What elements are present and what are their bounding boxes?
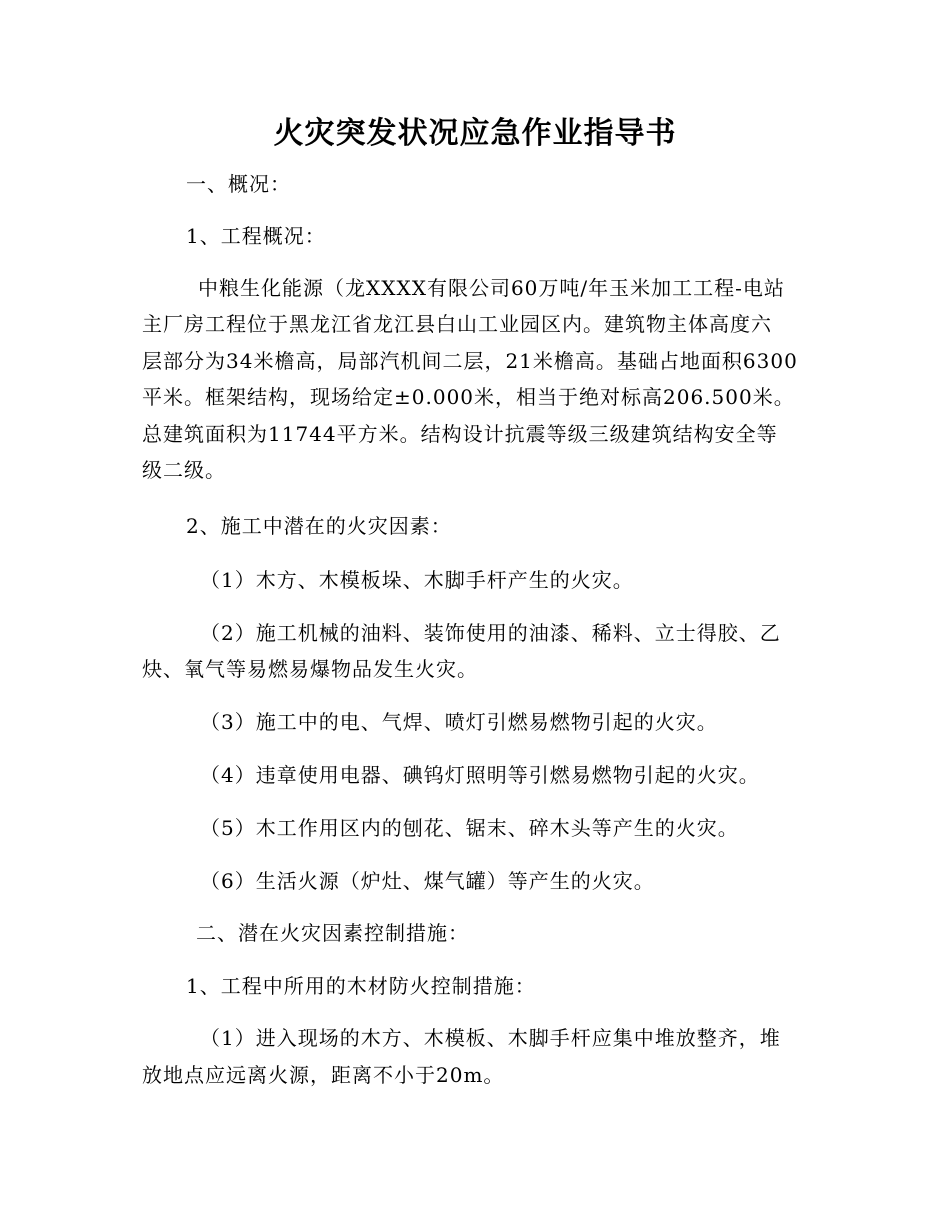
document-title: 火灾突发状况应急作业指导书 [273, 116, 677, 151]
fire-factor-item: （3）施工中的电、气焊、喷灯引燃易燃物引起的火灾。 [200, 710, 718, 734]
fire-factor-item: （1）木方、木模板垛、木脚手杆产生的火灾。 [200, 568, 634, 592]
overview-line: 总建筑面积为11744平方米。结构设计抗震等级三级建筑结构安全等 [142, 421, 778, 446]
fire-factor-item: （4）违章使用电器、碘钨灯照明等引燃易燃物引起的火灾。 [200, 763, 760, 787]
overview-line: 层部分为34米檐高，局部汽机间二层，21米檐高。基础占地面积6300 [142, 348, 798, 373]
overview-line: 主厂房工程位于黑龙江省龙江县白山工业园区内。建筑物主体高度六 [142, 312, 772, 337]
measure-item: （1）进入现场的木方、木模板、木脚手杆应集中堆放整齐，堆 [200, 1026, 781, 1050]
fire-factor-item: （6）生活火源（炉灶、煤气罐）等产生的火灾。 [200, 869, 655, 893]
section-heading-control-measures: 二、潜在火灾因素控制措施： [196, 921, 469, 945]
overview-line: 级二级。 [142, 458, 226, 483]
overview-line: 中粮生化能源（龙XXXX有限公司60万吨/年玉米加工工程-电站 [198, 276, 785, 300]
section-heading-overview: 一、概况： [186, 172, 291, 196]
subsection-heading-project-overview: 1、工程概况： [186, 224, 326, 248]
fire-factor-item: （5）木工作用区内的刨花、锯末、碎木头等产生的火灾。 [200, 816, 739, 840]
subsection-heading-wood-measures: 1、工程中所用的木材防火控制措施： [186, 974, 536, 998]
overview-paragraph [142, 270, 822, 488]
measure-item-continuation: 放地点应远离火源，距离不小于20m。 [142, 1063, 505, 1087]
fire-factor-item: （2）施工机械的油料、装饰使用的油漆、稀料、立士得胶、乙 [200, 621, 781, 645]
fire-factor-item-continuation: 炔、氧气等易燃易爆物品发生火灾。 [142, 657, 478, 681]
overview-line: 平米。框架结构，现场给定±0.000米，相当于绝对标高206.500米。 [142, 385, 795, 410]
subsection-heading-fire-factors: 2、施工中潜在的火灾因素： [186, 514, 452, 538]
